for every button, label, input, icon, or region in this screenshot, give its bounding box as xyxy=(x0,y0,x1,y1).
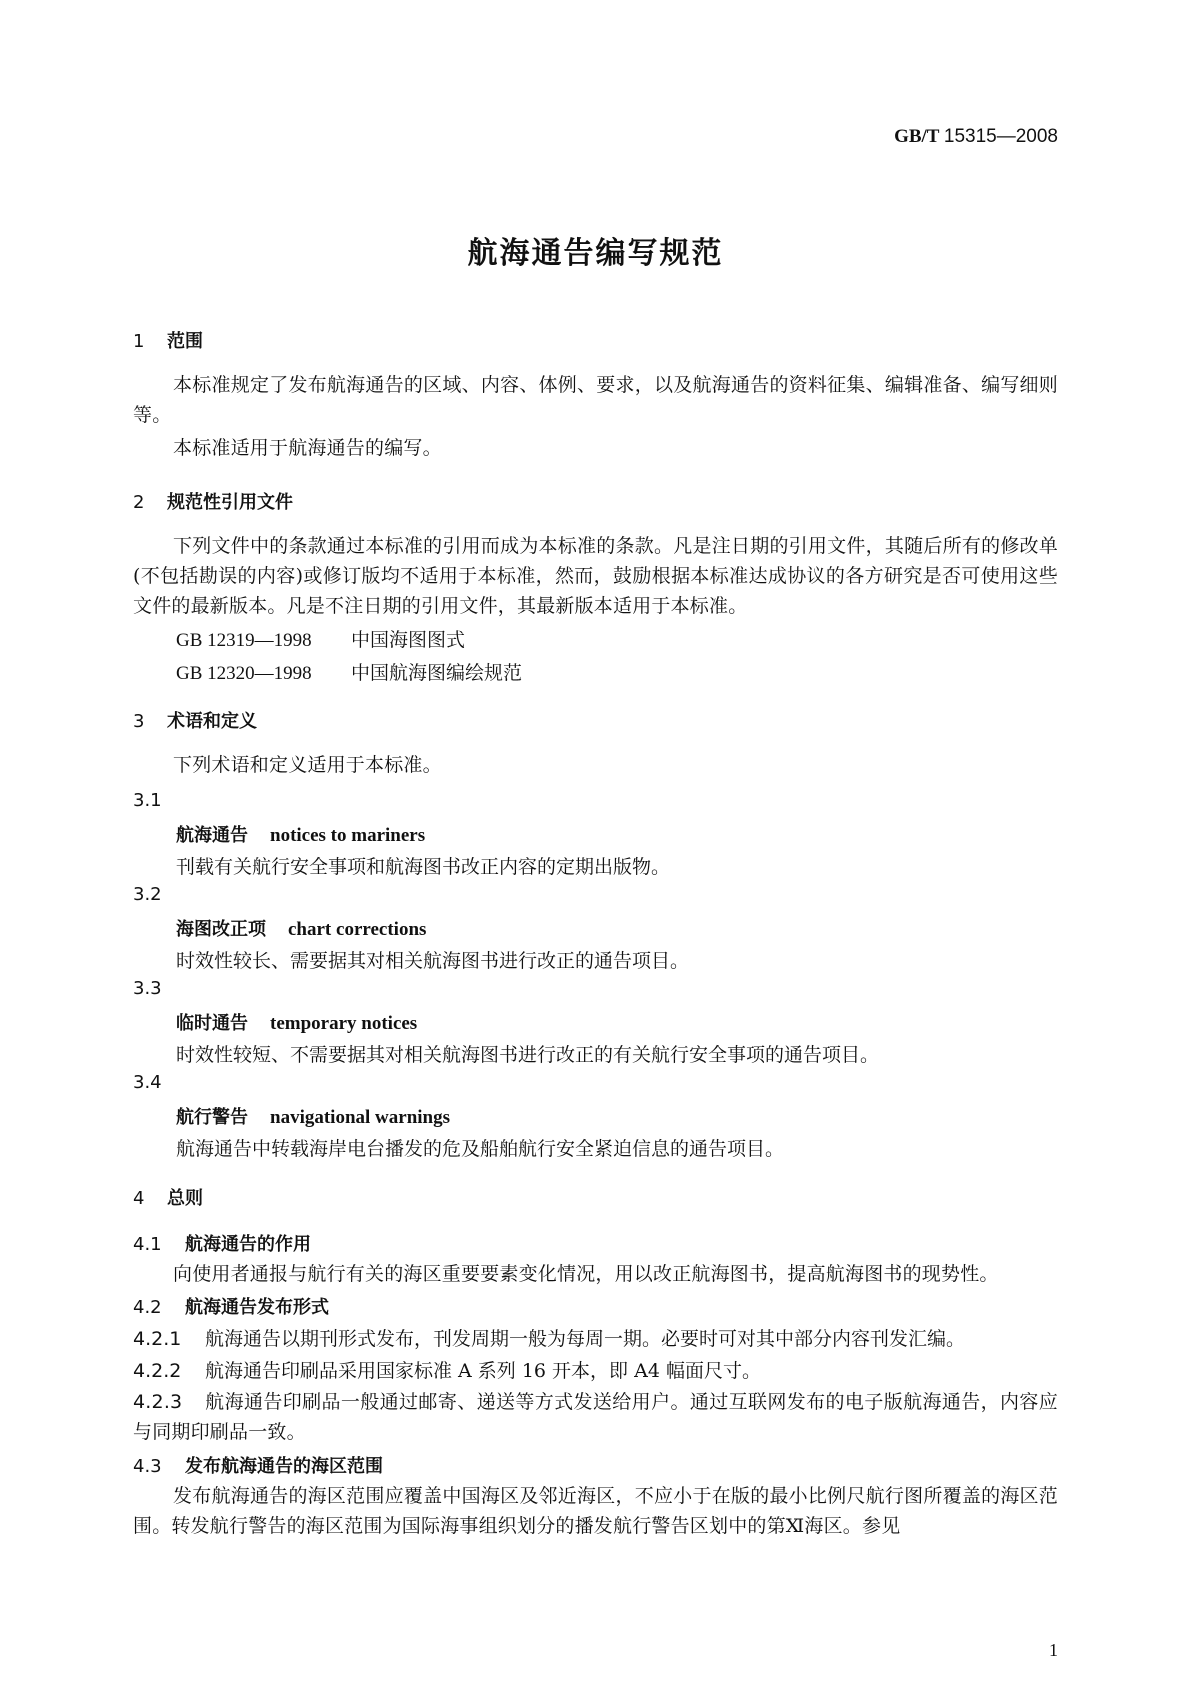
section-number: 4 xyxy=(133,1188,145,1209)
standard-number-header xyxy=(894,126,1058,148)
subclause-number: 4.2.3 xyxy=(133,1391,183,1413)
term-definition: 时效性较长、需要据其对相关航海图书进行改正的通告项目。 xyxy=(176,950,690,972)
term-english: temporary notices xyxy=(270,1013,418,1034)
subclause xyxy=(133,1387,1058,1447)
section-4-3-paragraph: 发布航海通告的海区范围应覆盖中国海区及邻近海区，不应小于在版的最小比例尺航行图所覆盖的海区范围。转发航行警告的海区范围为国际海事组织划分的播发航行警告区划中的第Ⅺ海区。参见 xyxy=(133,1485,1058,1537)
term-english: notices to mariners xyxy=(270,825,426,846)
term-chinese: 航行警告 xyxy=(176,1107,248,1128)
term-heading xyxy=(176,1009,417,1035)
reference-code: GB 12320—1998 xyxy=(176,663,312,684)
section-number: 2 xyxy=(133,492,145,513)
term-english: navigational warnings xyxy=(270,1107,451,1128)
section-4-2-heading xyxy=(133,1293,329,1319)
section-2-heading xyxy=(133,488,293,514)
section-title: 航海通告的作用 xyxy=(185,1234,311,1255)
term-number: 3.2 xyxy=(133,884,162,905)
section-number: 4.1 xyxy=(133,1234,162,1255)
section-4-1-paragraph: 向使用者通报与航行有关的海区重要要素变化情况，用以改正航海图书，提高航海图书的现势性。 xyxy=(173,1263,999,1285)
section-4-3-heading xyxy=(133,1452,383,1478)
subclause xyxy=(133,1356,761,1383)
section-1-paragraph-1: 本标准规定了发布航海通告的区域、内容、体例、要求，以及航海通告的资料征集、编辑准备、编写细则等。 xyxy=(133,374,1058,426)
subclause xyxy=(133,1324,965,1351)
reference-name: 中国海图图式 xyxy=(351,630,466,651)
document-title: 航海通告编写规范 xyxy=(467,236,724,271)
subclause-number: 4.2.1 xyxy=(133,1328,182,1350)
section-title: 规范性引用文件 xyxy=(167,492,293,513)
section-number: 4.3 xyxy=(133,1456,162,1477)
section-title: 范围 xyxy=(167,331,203,352)
subclause-number: 4.2.2 xyxy=(133,1360,182,1382)
term-heading xyxy=(176,821,425,847)
section-title: 术语和定义 xyxy=(167,711,257,732)
section-title: 航海通告发布形式 xyxy=(185,1297,329,1318)
section-1-heading xyxy=(133,327,203,353)
normative-reference xyxy=(176,658,522,685)
subclause-text: 航海通告印刷品采用国家标准 A 系列 16 开本，即 A4 幅面尺寸。 xyxy=(205,1360,761,1382)
section-title: 发布航海通告的海区范围 xyxy=(185,1456,383,1477)
term-number: 3.3 xyxy=(133,978,162,999)
term-chinese: 临时通告 xyxy=(176,1013,248,1034)
section-3-paragraph-1: 下列术语和定义适用于本标准。 xyxy=(173,754,442,776)
section-number: 3 xyxy=(133,711,145,732)
page-number: 1 xyxy=(1049,1640,1058,1660)
section-title: 总则 xyxy=(167,1188,203,1209)
subclause-text: 航海通告印刷品一般通过邮寄、递送等方式发送给用户。通过互联网发布的电子版航海通告，内容应与同期印刷品一致。 xyxy=(133,1391,1058,1443)
section-1-paragraph-2: 本标准适用于航海通告的编写。 xyxy=(173,437,442,459)
term-chinese: 海图改正项 xyxy=(176,919,266,940)
term-english: chart corrections xyxy=(288,919,427,940)
subclause-text: 航海通告以期刊形式发布，刊发周期一般为每周一期。必要时可对其中部分内容刊发汇编。 xyxy=(205,1328,966,1350)
standard-prefix: GB/T xyxy=(894,126,940,147)
section-4-1-heading xyxy=(133,1230,311,1256)
term-number: 3.4 xyxy=(133,1072,162,1093)
term-number: 3.1 xyxy=(133,790,162,811)
term-heading xyxy=(176,915,426,941)
reference-code: GB 12319—1998 xyxy=(176,630,312,651)
standard-number: 15315—2008 xyxy=(943,126,1058,147)
section-4-heading xyxy=(133,1184,203,1210)
term-definition: 时效性较短、不需要据其对相关航海图书进行改正的有关航行安全事项的通告项目。 xyxy=(176,1044,880,1066)
term-chinese: 航海通告 xyxy=(176,825,248,846)
term-heading xyxy=(176,1103,450,1129)
term-definition: 航海通告中转载海岸电台播发的危及船舶航行安全紧迫信息的通告项目。 xyxy=(176,1138,785,1160)
normative-reference xyxy=(176,625,465,652)
section-number: 4.2 xyxy=(133,1297,162,1318)
reference-name: 中国航海图编绘规范 xyxy=(351,663,523,684)
term-definition: 刊载有关航行安全事项和航海图书改正内容的定期出版物。 xyxy=(176,856,671,878)
section-3-heading xyxy=(133,707,257,733)
section-2-paragraph-1: 下列文件中的条款通过本标准的引用而成为本标准的条款。凡是注日期的引用文件，其随后所有的修改单(不包括勘误的内容)或修订版均不适用于本标准，然而，鼓励根据本标准达成协议的各方研究是否可使用这些文件的最新版本。凡是不注日期的引用文件，其最新版本适用于本标准。 xyxy=(133,535,1058,617)
section-number: 1 xyxy=(133,331,145,352)
